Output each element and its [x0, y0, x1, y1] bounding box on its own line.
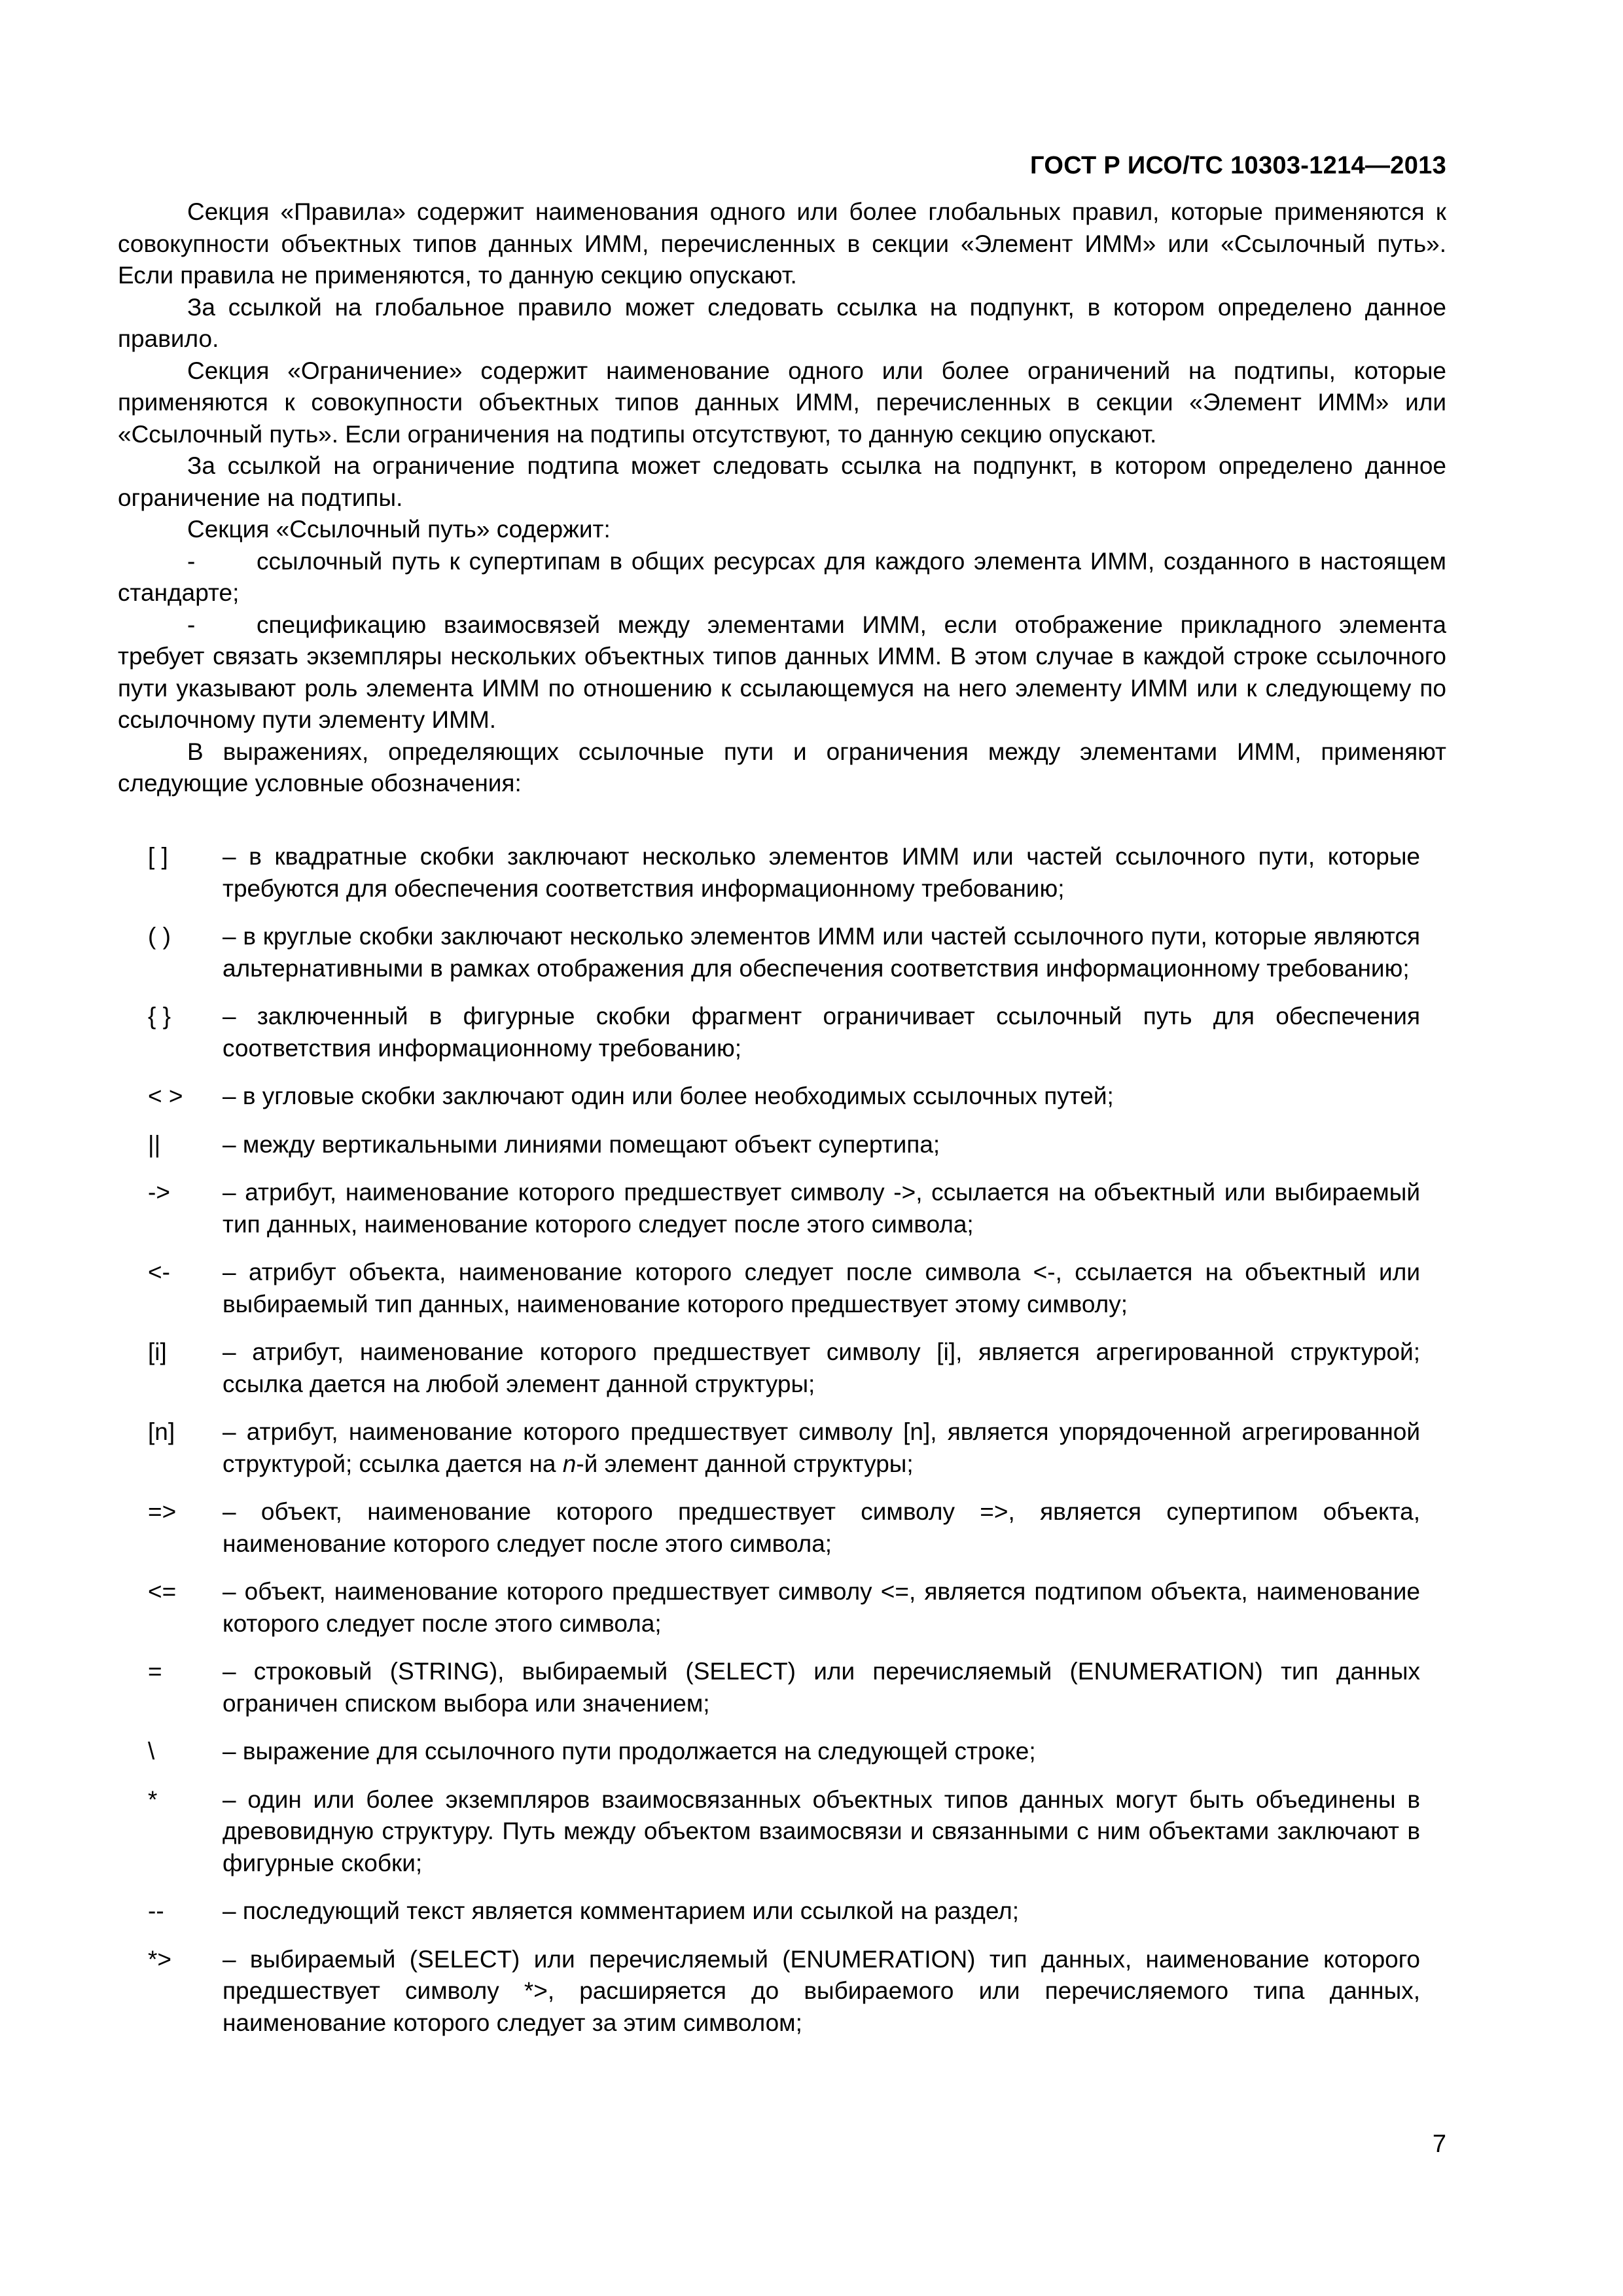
- symbol-row: [118, 1944, 1446, 2039]
- symbol-notation: ||: [148, 1130, 161, 1158]
- symbol-description: – в угловые скобки заключают один или более необходимых ссылочных путей;: [223, 1083, 1114, 1109]
- symbol-row: [118, 1784, 1446, 1880]
- symbol-description: – атрибут, наименование которого предшествует символу [i], является агрегированной структурой; ссылка дается на любой элемент данной структуры;: [223, 1338, 1420, 1397]
- dash-list-item: [118, 546, 1446, 609]
- symbol-row: [118, 1081, 1446, 1113]
- symbol-notation: <-: [148, 1259, 170, 1285]
- symbol-row: [118, 1576, 1446, 1640]
- symbol-description: – объект, наименование которого предшествует символу <=, является подтипом объекта, наименование которого следует после этого символа;: [223, 1578, 1420, 1637]
- symbol-description: – атрибут, наименование которого предшествует символу ->, ссылается на объектный или выбираемый тип данных, наименование которого следует после этого символа;: [223, 1179, 1420, 1238]
- symbol-notation: [n]: [148, 1418, 175, 1445]
- symbol-description: – заключенный в фигурные скобки фрагмент ограничивает ссылочный путь для обеспечения соответствия информационному требованию;: [223, 1003, 1420, 1062]
- symbol-row: [118, 1895, 1446, 1928]
- paragraph-constraint-section: Секция «Ограничение» содержит наименование одного или более ограничений на подтипы, которые применяются к совокупности объектных типов данных ИММ, перечисленных в секции «Элемент ИММ» или «Ссылочный путь». Если ограничения на подтипы отсутствуют, то данную секцию опускают.: [118, 357, 1446, 448]
- symbol-description: [223, 1416, 1420, 1480]
- symbol-row: [118, 1416, 1446, 1480]
- symbol-notation: \: [148, 1738, 155, 1765]
- symbol-row: [118, 1496, 1446, 1560]
- symbol-row: [118, 1736, 1446, 1768]
- symbol-notation: ( ): [148, 923, 171, 950]
- symbol-notation: < >: [148, 1083, 183, 1109]
- document-header-code: ГОСТ Р ИСО/ТС 10303-1214—2013: [1030, 152, 1446, 179]
- symbol-notation: *: [148, 1785, 158, 1813]
- symbol-description: – строковый (STRING), выбираемый (SELECT) или перечисляемый (ENUMERATION) тип данных ограничен списком выбора или значением;: [223, 1658, 1420, 1717]
- symbol-description: – последующий текст является комментарием или ссылкой на раздел;: [223, 1897, 1020, 1924]
- symbol-description: – атрибут объекта, наименование которого следует после символа <-, ссылается на объектный или выбираемый тип данных, наименование которого предшествует этому символу;: [223, 1259, 1420, 1318]
- symbol-notation: { }: [148, 1003, 171, 1030]
- symbol-description-part: – атрибут, наименование которого предшествует символу [n], является упорядоченной агрегированной структурой; ссылка дается на: [223, 1418, 1420, 1477]
- symbol-notation: <=: [148, 1578, 177, 1605]
- symbol-row: [118, 1001, 1446, 1064]
- body-text: [118, 196, 1446, 800]
- symbol-row: [118, 1257, 1446, 1320]
- dash-marker: -: [187, 547, 196, 575]
- symbol-notation: [ ]: [148, 843, 168, 870]
- symbol-description-part: -й элемент данной структуры;: [576, 1450, 914, 1477]
- symbol-notation: =>: [148, 1498, 177, 1525]
- symbol-row: [118, 1336, 1446, 1400]
- document-page: [118, 0, 1446, 2296]
- symbol-notation: --: [148, 1897, 164, 1924]
- symbol-row: [118, 841, 1446, 905]
- symbol-description: – между вертикальными линиями помещают объект супертипа;: [223, 1130, 940, 1158]
- symbols-list: [118, 841, 1446, 2055]
- dash-item-text: ссылочный путь к супертипам в общих ресурсах для каждого элемента ИММ, созданного в настоящем стандарте;: [118, 547, 1446, 606]
- dash-list-item: [118, 609, 1446, 736]
- paragraph-symbols-intro: В выражениях, определяющих ссылочные пути и ограничения между элементами ИММ, применяют следующие условные обозначения:: [118, 738, 1446, 797]
- paragraph-global-rule-reference: За ссылкой на глобальное правило может следовать ссылка на подпункт, в котором определено данное правило.: [118, 293, 1446, 352]
- symbol-description: – в квадратные скобки заключают несколько элементов ИММ или частей ссылочного пути, которые требуются для обеспечения соответствия информационному требованию;: [223, 843, 1420, 902]
- symbol-notation: *>: [148, 1945, 172, 1973]
- symbol-notation: ->: [148, 1179, 170, 1206]
- symbol-description: – в круглые скобки заключают несколько элементов ИММ или частей ссылочного пути, которые являются альтернативными в рамках отображения для обеспечения соответствия информационному требованию;: [223, 923, 1420, 982]
- symbol-row: [118, 1656, 1446, 1719]
- paragraph-reference-path-section: Секция «Ссылочный путь» содержит:: [187, 516, 611, 543]
- symbol-description: – выбираемый (SELECT) или перечисляемый (ENUMERATION) тип данных, наименование которого предшествует символу *>, расширяется до выбираемого или перечисляемого типа данных, наименование которого следует за этим символом;: [223, 1945, 1420, 2036]
- symbol-notation: [i]: [148, 1338, 167, 1365]
- symbol-row: [118, 921, 1446, 984]
- symbol-notation: =: [148, 1658, 162, 1685]
- symbol-row: [118, 1129, 1446, 1161]
- symbol-description-italic: n: [562, 1450, 577, 1477]
- paragraph-subtype-constraint-reference: За ссылкой на ограничение подтипа может следовать ссылка на подпункт, в котором определено данное ограничение на подтипы.: [118, 452, 1446, 511]
- symbol-description: – один или более экземпляров взаимосвязанных объектных типов данных могут быть объединены в древовидную структуру. Путь между объектом взаимосвязи и связанными с ним объектами заключают в фигурные скобки;: [223, 1785, 1420, 1876]
- symbol-description: – объект, наименование которого предшествует символу =>, является супертипом объекта, наименование которого следует после этого символа;: [223, 1498, 1420, 1557]
- page-number: 7: [1432, 2130, 1446, 2158]
- paragraph-rules-section: Секция «Правила» содержит наименования одного или более глобальных правил, которые применяются к совокупности объектных типов данных ИММ, перечисленных в секции «Элемент ИММ» или «Ссылочный путь». Если правила не применяются, то данную секцию опускают.: [118, 198, 1446, 289]
- symbol-description: – выражение для ссылочного пути продолжается на следующей строке;: [223, 1738, 1036, 1765]
- dash-marker: -: [187, 611, 196, 638]
- dash-item-text: спецификацию взаимосвязей между элементами ИММ, если отображение прикладного элемента требует связать экземпляры нескольких объектных типов данных ИММ. В этом случае в каждой строке ссылочного пути указывают роль элемента ИММ по отношению к ссылающемуся на него элементу ИММ или к следующему по ссылочному пути элементу ИММ.: [118, 611, 1446, 733]
- symbol-row: [118, 1177, 1446, 1240]
